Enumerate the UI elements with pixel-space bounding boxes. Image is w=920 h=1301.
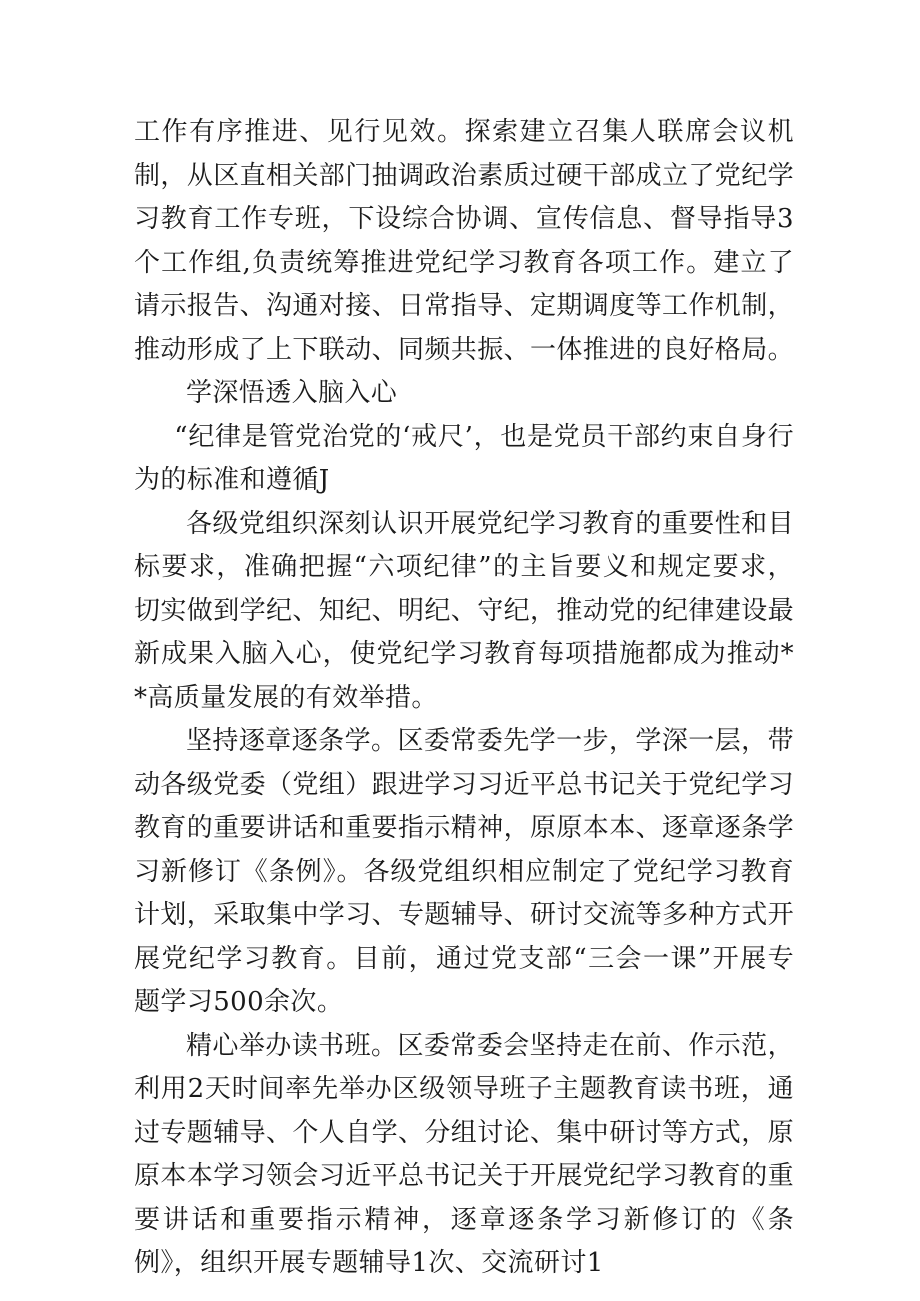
paragraph-chapter-study: 坚持逐章逐条学。区委常委先学一步，学深一层，带动各级党委（党组）跟进学习习近平总书记关于党纪学习教育的重要讲话和重要指示精神，原原本本、逐章逐条学习新修订《条例》。各级党组织相应制定了党纪学习教育计划，采取集中学习、专题辅导、研讨交流等多种方式开展党纪学习教育。目前，通过党支部“三会一课”开展专题学习500余次。 xyxy=(134,726,795,1017)
paragraph-reading-class: 精心举办读书班。区委常委会坚持走在前、作示范，利用2天时间率先举办区级领导班子主题教育读书班，通过专题辅导、个人自学、分组讨论、集中研讨等方式，原原本本学习领会习近平总书记关于开展党纪学习教育的重要讲话和重要指示精神，逐章逐条学习新修订的《条例》，组织开展专题辅导1次、交流研讨1 xyxy=(134,1030,795,1278)
paragraph-party-organizations: 各级党组织深刻认识开展党纪学习教育的重要性和目标要求，准确把握“六项纪律”的主旨要义和规定要求，切实做到学纪、知纪、明纪、守纪，推动党的纪律建设最新成果入脑入心，使党纪学习教育每项措施都成为推动**高质量发展的有效举措。 xyxy=(134,508,795,713)
paragraph-discipline-quote: “纪律是管党治党的‘戒尺’，也是党员干部约束自身行为的标准和遵循J xyxy=(134,421,794,495)
paragraph-work-mechanism: 工作有序推进、见行见效。探索建立召集人联席会议机制，从区直相关部门抽调政治素质过硬干部成立了党纪学习教育工作专班，下设综合协调、宣传信息、督导指导3个工作组,负责统筹推进党纪学习教育各项工作。建立了请示报告、沟通对接、日常指导、定期调度等工作机制，推动形成了上下联动、同频共振、一体推进的良好格局。 xyxy=(134,117,795,365)
document-body xyxy=(134,111,794,1286)
section-heading: 学深悟透入脑入心 xyxy=(186,378,398,408)
